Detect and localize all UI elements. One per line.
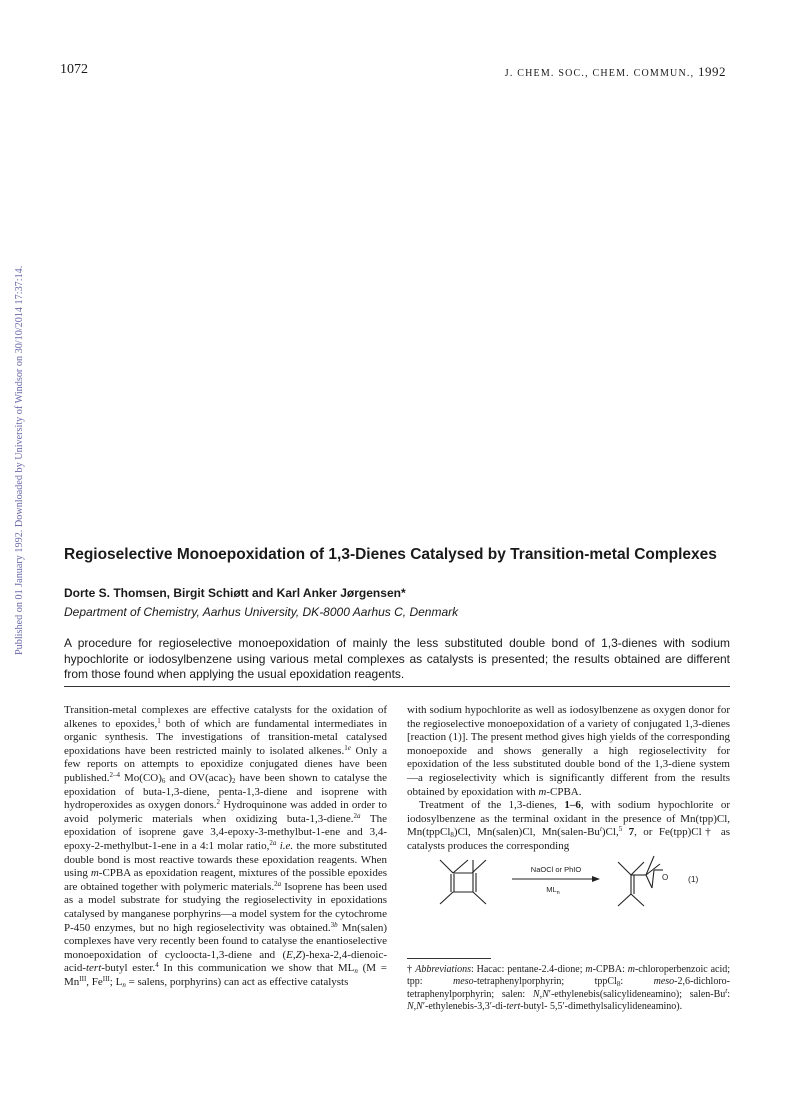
article-title: Regioselective Monoepoxidation of 1,3-Dienes Catalysed by Transition-metal Complexes [64,546,717,563]
download-notice-text: Published on 01 January 1992. Downloaded by University of Windsor on 30/10/2014 17:37:14. [14,265,25,655]
reaction-number: (1) [688,874,699,884]
download-notice [14,110,26,655]
reaction-scheme [420,848,720,938]
body-paragraph-1: Transition-metal complexes are effective catalysts for the oxidation of alkenes to epoxides,$^1$ both of which are fundamental intermediates in organic synthesis. The investigations of transition-metal catalysed epoxidations have been restricted mainly to isolated alkenes.$^{1e}$ Only a few reports on attempts to epoxidize conjugated dienes have been published.$^{2-4}$ $Mo(CO)_6$ and $OV(acac)_2$ have been shown to catalyse the epoxidation of buta-1,3-diene, penta-1,3-diene and isoprene with hydroperoxides as oxygen donors.$^2$ Hydroquinone was added in order to avoid polymeric materials when oxidizing buta-1,3-diene.$^{2a}$ The epoxidation of isoprene gave 3,4-epoxy-3-methylbut-1-ene and 3,4-epoxy-2-methylbut-1-ene in a 4:1 molar ratio,$^{2a}$ i.e. the more substituted double bond is most reactive towards these epoxidation reagents. When using m-CPBA as epoxidation reagent, mixtures of the possible epoxides are obtained together with polymeric materials.$^{2a}$ Isoprene has been used as a model substrate for studying the regioselectivity in epoxidations catalysed by manganese porphyrins—a model system for the cytochrome P-450 enzymes, but no high regioselectivity was obtained.$^{3b}$ Mn(salen) complexes have very recently been found to catalyse the enantioselective monoepoxidation of cycloocta-1,3-diene and (E,Z)-hexa-2,4-dienoic-acid-tert-butyl ester.$^4$ In this communication we show that $ML_n$ ($M = Mn^{III}$, $Fe^{III}$; $L_n$ = salens, porphyrins) can act as effective catalysts [64,704,388,989]
epoxide-structure [618,856,663,906]
epoxide-oxygen-label: O [662,873,669,882]
footnote-divider [407,958,491,959]
reagent-top-label: NaOCl or PhIO [530,865,582,874]
reagent-bottom-label: $ML_n$ [546,885,560,896]
diene-structure [440,860,486,904]
article-affiliation: Department of Chemistry, Aarhus University, DK-8000 Aarhus C, Denmark [64,605,459,619]
body-left-column [64,704,387,989]
journal-header [505,64,726,80]
body-paragraph-2: with sodium hypochlorite as well as iodosylbenzene as oxygen donor for the regioselective monoepoxidation of a variety of conjugated 1,3-dienes [reaction (1)]. The present method gives high yields of the corresponding monoepoxide and shows generally a high regioselectivity for epoxidation of the less substituted double bond of the 1,3-diene system—a regioselectivity which is significantly different from the results obtained by epoxidation with m-CPBA. [407,704,730,798]
reaction-arrow-head [592,876,600,882]
body-paragraph-3: Treatment of the 1,3-dienes, 1–6, with sodium hypochlorite or iodosylbenzene as the terminal oxidant in the presence of Mn(tpp)Cl, Mn(tppCl$_8$)Cl, Mn(salen)Cl, Mn(salen-Bu$^t$)Cl,$^5$ 7, or Fe(tpp)Cl† as catalysts produces the corresponding [407,799,731,852]
journal-name: J. CHEM. SOC., CHEM. COMMUN., [504,68,695,79]
abbreviations-footnote: † Abbreviations: Hacac: pentane-2.4-dione; m-CPBA: m-chloroperbenzoic acid; tpp: meso-tetraphenylporphyrin; tppCl$_8$: meso-2,6-dichloro-tetraphenylporphyrin; salen: N,N′-ethylenebis(salicylideneamino); salen-Bu$^t$: N,N′-ethylenebis-3,3′-di-tert-butyl- 5,5′-dimethylsalicylideneamino). [407,964,731,1013]
abstract-divider [64,686,730,687]
journal-year: 1992 [698,64,726,79]
body-right-column [407,704,730,854]
page-number: 1072 [60,62,88,77]
article-abstract: A procedure for regioselective monoepoxidation of mainly the less substituted double bond of 1,3-dienes with sodium hypochlorite or iodosylbenzene using various metal complexes as catalysts is presented; the results obtained are different from those found when applying the usual epoxidation reagents. [64,636,730,681]
article-authors: Dorte S. Thomsen, Birgit Schiøtt and Karl Anker Jørgensen* [64,586,406,600]
